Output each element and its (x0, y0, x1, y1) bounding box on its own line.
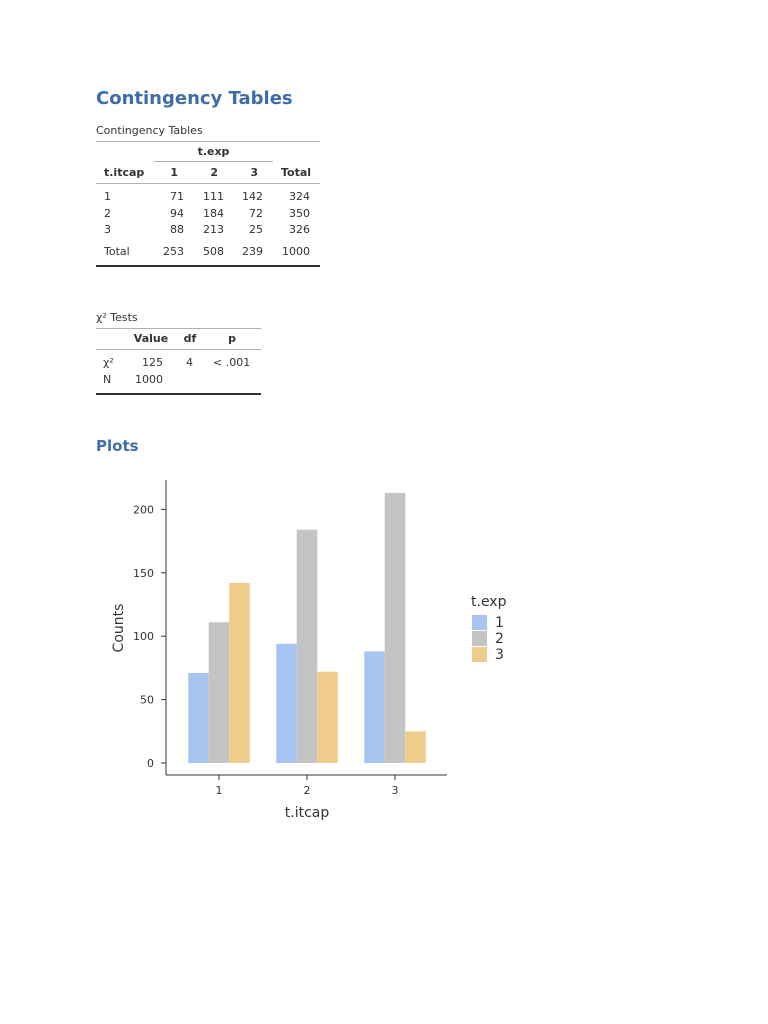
legend-swatch (472, 615, 487, 630)
table-cell: 88 (170, 223, 184, 236)
bar (385, 493, 406, 763)
row-label: 3 (104, 223, 111, 236)
table-cell: 184 (203, 207, 224, 220)
bars (188, 493, 426, 763)
total-row-label: Total (104, 245, 130, 258)
chi-table-title: χ² Tests (96, 311, 138, 324)
table-top-rule (96, 141, 320, 142)
chi-value: 125 (142, 356, 163, 369)
legend-label: 3 (495, 647, 504, 663)
chi-row-label: χ² (103, 356, 114, 369)
page-title: Contingency Tables (96, 88, 293, 109)
header-rule (96, 183, 320, 184)
x-tick-label: 1 (215, 784, 223, 797)
bar (188, 673, 209, 763)
table-cell: 213 (203, 223, 224, 236)
chi-header-p: p (228, 332, 236, 345)
y-axis-label: Counts (111, 603, 127, 653)
total-cell: 253 (163, 245, 184, 258)
bar (405, 731, 426, 763)
table-cell: 326 (289, 223, 310, 236)
y-tick-label: 100 (133, 630, 154, 644)
table-cell: 94 (170, 207, 184, 220)
y-tick-label: 50 (140, 693, 154, 707)
plots-heading: Plots (96, 437, 139, 455)
chi-df: 4 (186, 356, 193, 369)
col-header: 1 (170, 166, 178, 179)
chi-bottom-rule (96, 393, 261, 395)
row-label: 2 (104, 207, 111, 220)
chi-header-df: df (183, 332, 197, 345)
chi-header-rule (96, 349, 261, 350)
total-cell: 1000 (282, 245, 310, 258)
total-cell: 508 (203, 245, 224, 258)
bar (317, 672, 338, 763)
bar (297, 530, 318, 763)
chi-p: < .001 (213, 356, 251, 369)
col-group-rule (154, 161, 273, 162)
x-axis-ticks (216, 775, 399, 797)
chi-value: 1000 (135, 373, 163, 386)
bar (276, 644, 297, 763)
legend-swatch (472, 631, 487, 646)
contingency-table-title: Contingency Tables (96, 124, 203, 137)
col-header: Total (280, 166, 312, 179)
legend-label: 1 (495, 615, 504, 631)
bar (209, 622, 230, 763)
row-header: t.itcap (104, 166, 145, 179)
legend (472, 615, 504, 663)
table-cell: 72 (249, 207, 263, 220)
legend-title: t.exp (471, 594, 507, 610)
col-group-label: t.exp (197, 145, 230, 158)
row-label: 1 (104, 190, 111, 203)
y-tick-label: 0 (147, 757, 154, 770)
chi-header-value: Value (133, 332, 169, 345)
legend-label: 2 (495, 631, 504, 647)
y-axis-ticks (133, 503, 166, 770)
table-bottom-rule (96, 265, 320, 267)
table-cell: 324 (289, 190, 310, 203)
table-cell: 25 (249, 223, 263, 236)
x-tick-label: 3 (391, 784, 399, 797)
x-tick-label: 2 (303, 784, 311, 797)
table-cell: 111 (203, 190, 224, 203)
legend-swatch (472, 647, 487, 662)
bar-chart (96, 470, 536, 830)
chi-row-label: N (103, 373, 112, 386)
table-cell: 71 (170, 190, 184, 203)
y-tick-label: 150 (133, 566, 154, 580)
total-cell: 239 (242, 245, 263, 258)
bar (229, 583, 250, 763)
table-cell: 350 (289, 207, 310, 220)
col-header: 2 (210, 166, 218, 179)
bar (364, 651, 385, 763)
table-cell: 142 (242, 190, 263, 203)
chi-top-rule (96, 328, 261, 329)
y-tick-label: 200 (133, 503, 154, 517)
col-header: 3 (250, 166, 258, 179)
x-axis-label: t.itcap (284, 805, 330, 821)
